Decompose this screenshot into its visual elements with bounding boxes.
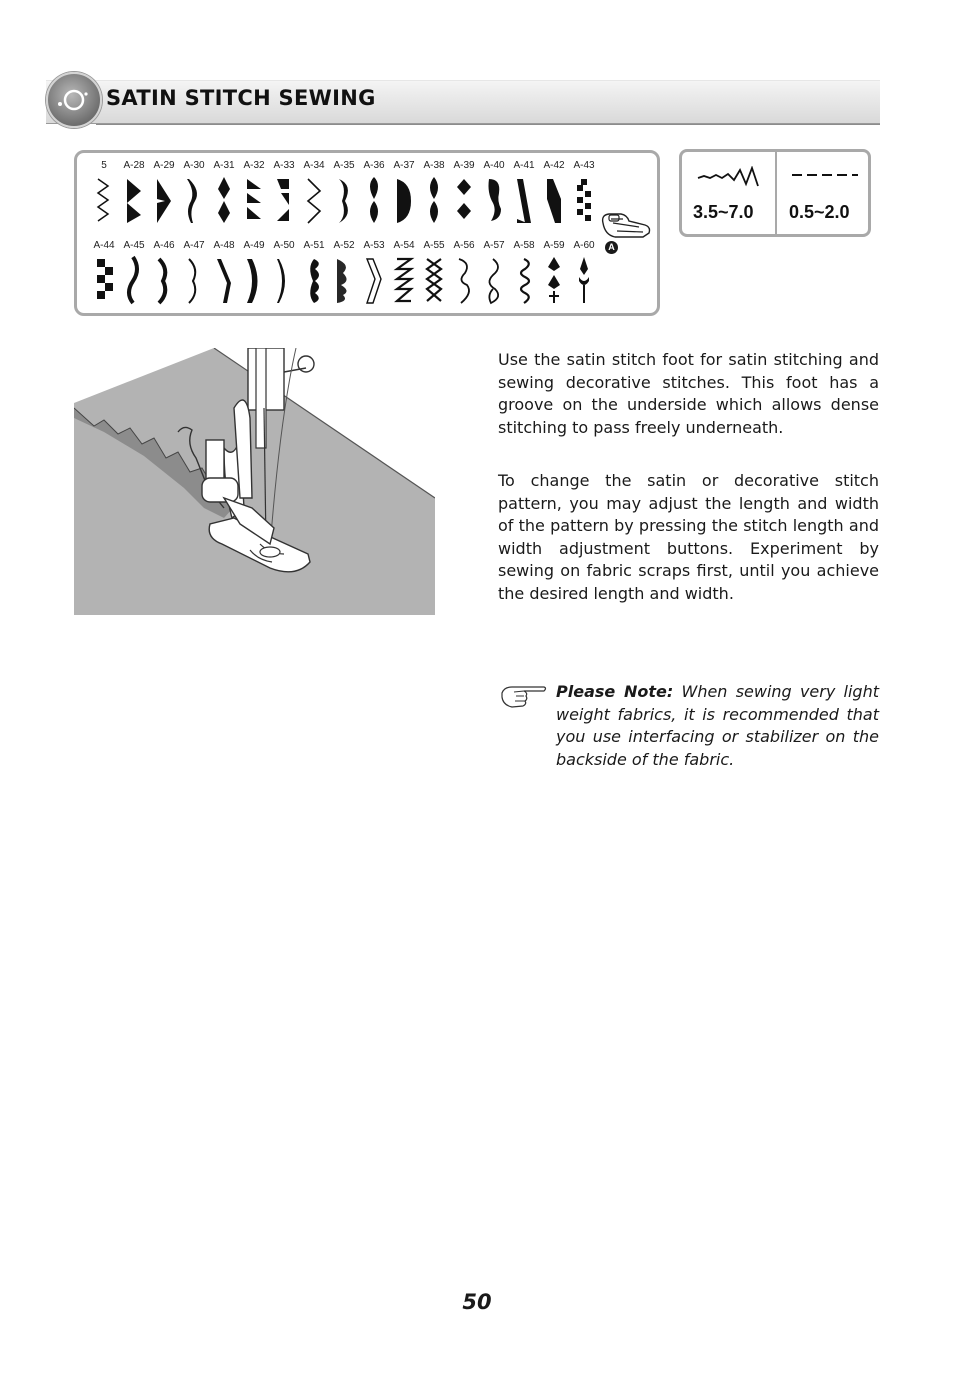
width-range: 3.5~7.0 [693, 202, 754, 222]
presser-foot-disc-icon [46, 72, 102, 128]
stitch-pattern-item [149, 159, 179, 225]
stitch-pattern-item [449, 239, 479, 305]
stitch-pattern-glyph-icon [513, 255, 535, 305]
stitch-pattern-code: 5 [101, 160, 107, 171]
stitch-pattern-glyph-icon [333, 255, 355, 305]
note-label: Please Note: [556, 682, 674, 701]
stitch-pattern-item [89, 239, 119, 305]
intro-paragraph: Use the satin stitch foot for satin stitching and sewing decorative stitches. This foot has a groove on the underside which allows dense stitching to pass freely underneath. [498, 350, 879, 437]
stitch-pattern-glyph-icon [333, 175, 355, 225]
stitch-pattern-code: A-44 [93, 240, 115, 251]
stitch-pattern-code: A-56 [453, 240, 475, 251]
stitch-pattern-item [119, 159, 149, 225]
stitch-pattern-chart [74, 150, 660, 316]
stitch-pattern-code: A-48 [213, 240, 235, 251]
stitch-pattern-glyph-icon [393, 175, 415, 225]
stitch-pattern-glyph-icon [483, 175, 505, 225]
stitch-pattern-glyph-icon [453, 255, 475, 305]
stitch-pattern-code: A-52 [333, 240, 355, 251]
stitch-pattern-item [329, 239, 359, 305]
stitch-pattern-code: A-31 [213, 160, 235, 171]
stitch-pattern-glyph-icon [453, 175, 475, 225]
stitch-pattern-item [179, 159, 209, 225]
stitch-pattern-item [569, 239, 599, 305]
stitch-pattern-glyph-icon [543, 175, 565, 225]
stitch-pattern-glyph-icon [303, 175, 325, 225]
stitch-pattern-glyph-icon [93, 255, 115, 305]
stitch-pattern-item [509, 239, 539, 305]
stitch-pattern-code: A-34 [303, 160, 325, 171]
stitch-pattern-code: A-53 [363, 240, 385, 251]
stitch-pattern-code: A-40 [483, 160, 505, 171]
stitch-pattern-code: A-60 [573, 240, 595, 251]
page-number: 50 [462, 1290, 492, 1314]
stitch-pattern-glyph-icon [183, 175, 205, 225]
stitch-pattern-glyph-icon [93, 175, 115, 225]
stitch-pattern-code: A-50 [273, 240, 295, 251]
stitch-pattern-glyph-icon [423, 255, 445, 305]
straight-stitch-icon [790, 170, 860, 180]
stitch-pattern-glyph-icon [243, 175, 265, 225]
stitch-pattern-glyph-icon [213, 255, 235, 305]
stitch-pattern-glyph-icon [123, 175, 145, 225]
stitch-pattern-item [569, 159, 599, 225]
stitch-pattern-glyph-icon [573, 255, 595, 305]
stitch-pattern-item [209, 239, 239, 305]
stitch-pattern-item [149, 239, 179, 305]
satin-stitch-foot-icon [599, 211, 653, 243]
stitch-pattern-glyph-icon [153, 255, 175, 305]
stitch-pattern-code: A-55 [423, 240, 445, 251]
stitch-pattern-item [299, 239, 329, 305]
note-text [556, 681, 879, 771]
stitch-pattern-glyph-icon [303, 255, 325, 305]
stitch-pattern-glyph-icon [183, 255, 205, 305]
stitch-pattern-item [389, 239, 419, 305]
stitch-pattern-glyph-icon [513, 175, 535, 225]
stitch-pattern-code: A-29 [153, 160, 175, 171]
stitch-pattern-code: A-39 [453, 160, 475, 171]
length-range: 0.5~2.0 [789, 202, 850, 222]
stitch-pattern-item [479, 159, 509, 225]
stitch-pattern-item [359, 239, 389, 305]
foot-label-badge: A [605, 241, 618, 254]
stitch-pattern-item [119, 239, 149, 305]
stitch-pattern-code: A-32 [243, 160, 265, 171]
stitch-pattern-glyph-icon [243, 255, 265, 305]
stitch-settings-box [679, 149, 871, 237]
stitch-pattern-item [419, 159, 449, 225]
page-title: SATIN STITCH SEWING [106, 86, 376, 110]
stitch-pattern-item [509, 159, 539, 225]
stitch-pattern-code: A-28 [123, 160, 145, 171]
stitch-pattern-item [239, 239, 269, 305]
stitch-pattern-code: A-46 [153, 240, 175, 251]
stitch-pattern-code: A-42 [543, 160, 565, 171]
stitch-pattern-item [479, 239, 509, 305]
stitch-pattern-item [449, 159, 479, 225]
stitch-pattern-item [389, 159, 419, 225]
stitch-pattern-item [539, 239, 569, 305]
stitch-pattern-code: A-45 [123, 240, 145, 251]
stitch-pattern-code: A-30 [183, 160, 205, 171]
stitch-pattern-item [89, 159, 119, 225]
stitch-pattern-glyph-icon [273, 175, 295, 225]
stitch-pattern-glyph-icon [423, 175, 445, 225]
zigzag-icon [696, 166, 762, 188]
stitch-pattern-item [269, 159, 299, 225]
stitch-pattern-glyph-icon [483, 255, 505, 305]
stitch-pattern-code: A-41 [513, 160, 535, 171]
stitch-pattern-glyph-icon [393, 255, 415, 305]
stitch-pattern-code: A-43 [573, 160, 595, 171]
stitch-pattern-glyph-icon [573, 175, 595, 225]
stitch-pattern-code: A-49 [243, 240, 265, 251]
stitch-pattern-glyph-icon [213, 175, 235, 225]
header-underline [96, 124, 880, 125]
stitch-pattern-code: A-58 [513, 240, 535, 251]
note-body: When sewing very light weight fabrics, it is recommended that you use interfacing or stabilizer on the backside of the fabric. [556, 682, 879, 769]
stitch-pattern-item [359, 159, 389, 225]
stitch-pattern-item [179, 239, 209, 305]
stitch-pattern-item [299, 159, 329, 225]
stitch-pattern-glyph-icon [273, 255, 295, 305]
stitch-pattern-code: A-47 [183, 240, 205, 251]
stitch-pattern-glyph-icon [363, 255, 385, 305]
stitch-pattern-item [329, 159, 359, 225]
stitch-pattern-glyph-icon [543, 255, 565, 305]
stitch-pattern-item [419, 239, 449, 305]
satin-stitch-sewing-illustration [74, 348, 435, 615]
stitch-pattern-glyph-icon [123, 255, 145, 305]
stitch-pattern-code: A-59 [543, 240, 565, 251]
stitch-pattern-code: A-38 [423, 160, 445, 171]
stitch-pattern-code: A-36 [363, 160, 385, 171]
stitch-pattern-glyph-icon [153, 175, 175, 225]
stitch-pattern-code: A-57 [483, 240, 505, 251]
stitch-pattern-code: A-35 [333, 160, 355, 171]
stitch-pattern-item [269, 239, 299, 305]
stitch-pattern-code: A-54 [393, 240, 415, 251]
stitch-pattern-item [209, 159, 239, 225]
settings-divider [775, 152, 777, 234]
stitch-pattern-item [539, 159, 569, 225]
stitch-pattern-item [239, 159, 269, 225]
stitch-pattern-glyph-icon [363, 175, 385, 225]
stitch-pattern-code: A-33 [273, 160, 295, 171]
stitch-pattern-code: A-51 [303, 240, 325, 251]
pointing-hand-icon [500, 683, 548, 709]
stitch-pattern-code: A-37 [393, 160, 415, 171]
adjustment-paragraph: To change the satin or decorative stitch pattern, you may adjust the length and width of the pattern by pressing the stitch length and width adjustment buttons. Experiment by sewing on fabric scraps first, until you achieve the desired length and width. [498, 471, 879, 603]
